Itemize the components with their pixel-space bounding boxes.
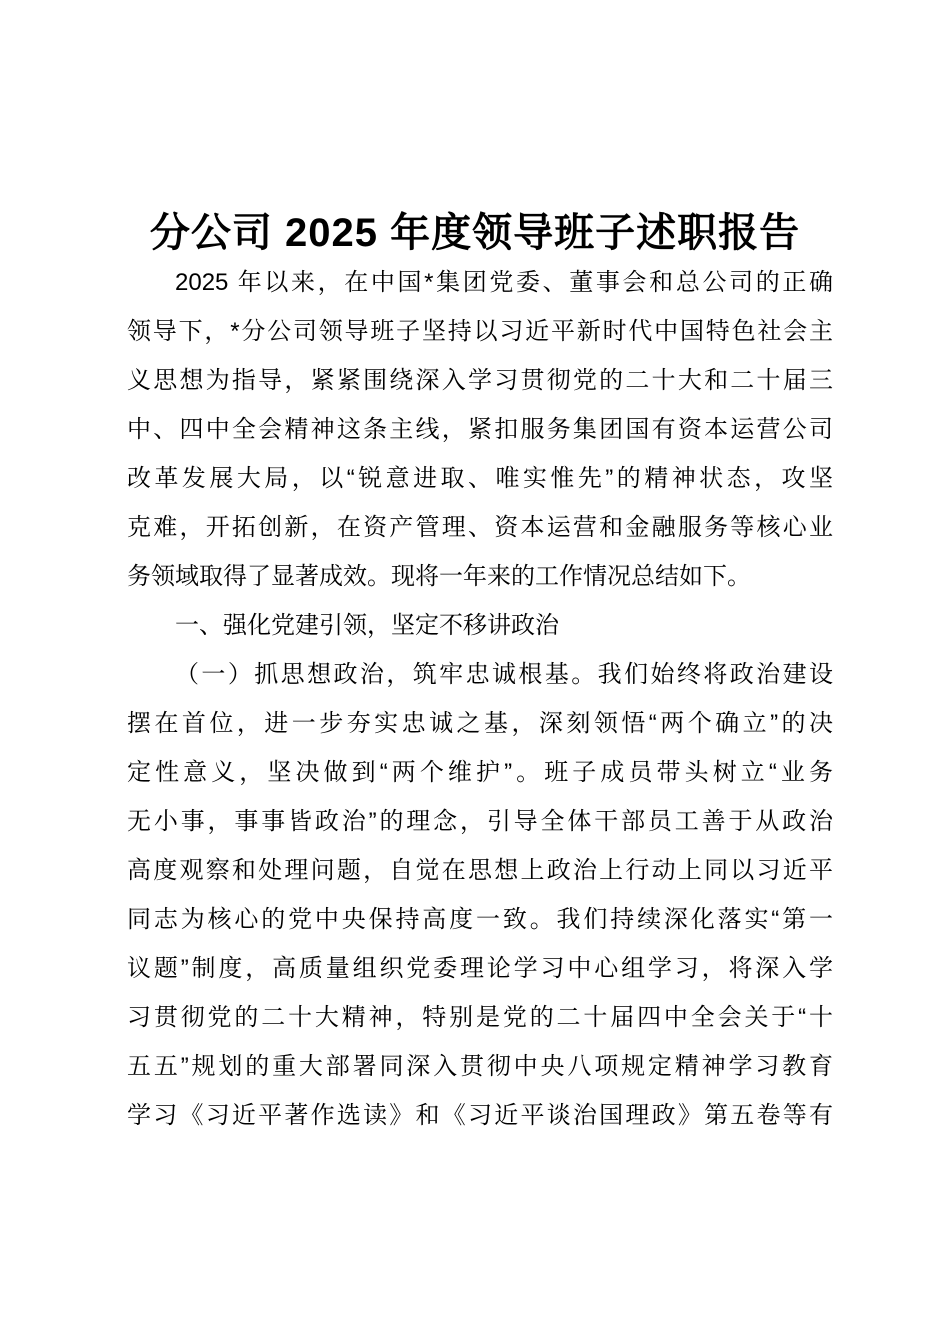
text-line: 摆在首位，进一步夯实忠诚之基，深刻领悟“两个确立”的决 <box>127 710 833 737</box>
text-line: 定性意义，坚决做到“两个维护”。班子成员带头树立“业务 <box>127 759 833 786</box>
text-line: 义思想为指导，紧紧围绕深入学习贯彻党的二十大和二十届三 <box>127 367 833 394</box>
text-line: 2025 年以来，在中国*集团党委、董事会和总公司的正确 <box>175 269 833 296</box>
text-line: 中、四中全会精神这条主线，紧扣服务集团国有资本运营公司 <box>127 416 833 443</box>
text-line: 改革发展大局，以“锐意进取、唯实惟先”的精神状态，攻坚 <box>127 465 833 492</box>
text-line: 同志为核心的党中央保持高度一致。我们持续深化落实“第一 <box>127 906 833 933</box>
text-line: 高度观察和处理问题，自觉在思想上政治上行动上同以习近平 <box>127 857 833 884</box>
text-line: 务领域取得了显著成效。现将一年来的工作情况总结如下。 <box>127 563 751 590</box>
text-line: 无小事，事事皆政治”的理念，引导全体干部员工善于从政治 <box>127 808 833 835</box>
text-line: 学习《习近平著作选读》和《习近平谈治国理政》第五卷等有 <box>127 1102 833 1129</box>
document-title: 分公司 2025 年度领导班子述职报告 <box>149 210 801 255</box>
text-line: 议题”制度，高质量组织党委理论学习中心组学习，将深入学 <box>127 955 833 982</box>
text-line: （一）抓思想政治，筑牢忠诚根基。我们始终将政治建设 <box>175 661 833 688</box>
section-heading: 一、强化党建引领，坚定不移讲政治 <box>175 612 559 639</box>
text-line: 领导下，*分公司领导班子坚持以习近平新时代中国特色社会主 <box>127 318 833 345</box>
text-line: 习贯彻党的二十大精神，特别是党的二十届四中全会关于“十 <box>127 1004 833 1031</box>
text-line: 五五”规划的重大部署同深入贯彻中央八项规定精神学习教育 <box>127 1053 833 1080</box>
document-body <box>127 258 833 1140</box>
text-line: 克难，开拓创新，在资产管理、资本运营和金融服务等核心业 <box>127 514 833 541</box>
